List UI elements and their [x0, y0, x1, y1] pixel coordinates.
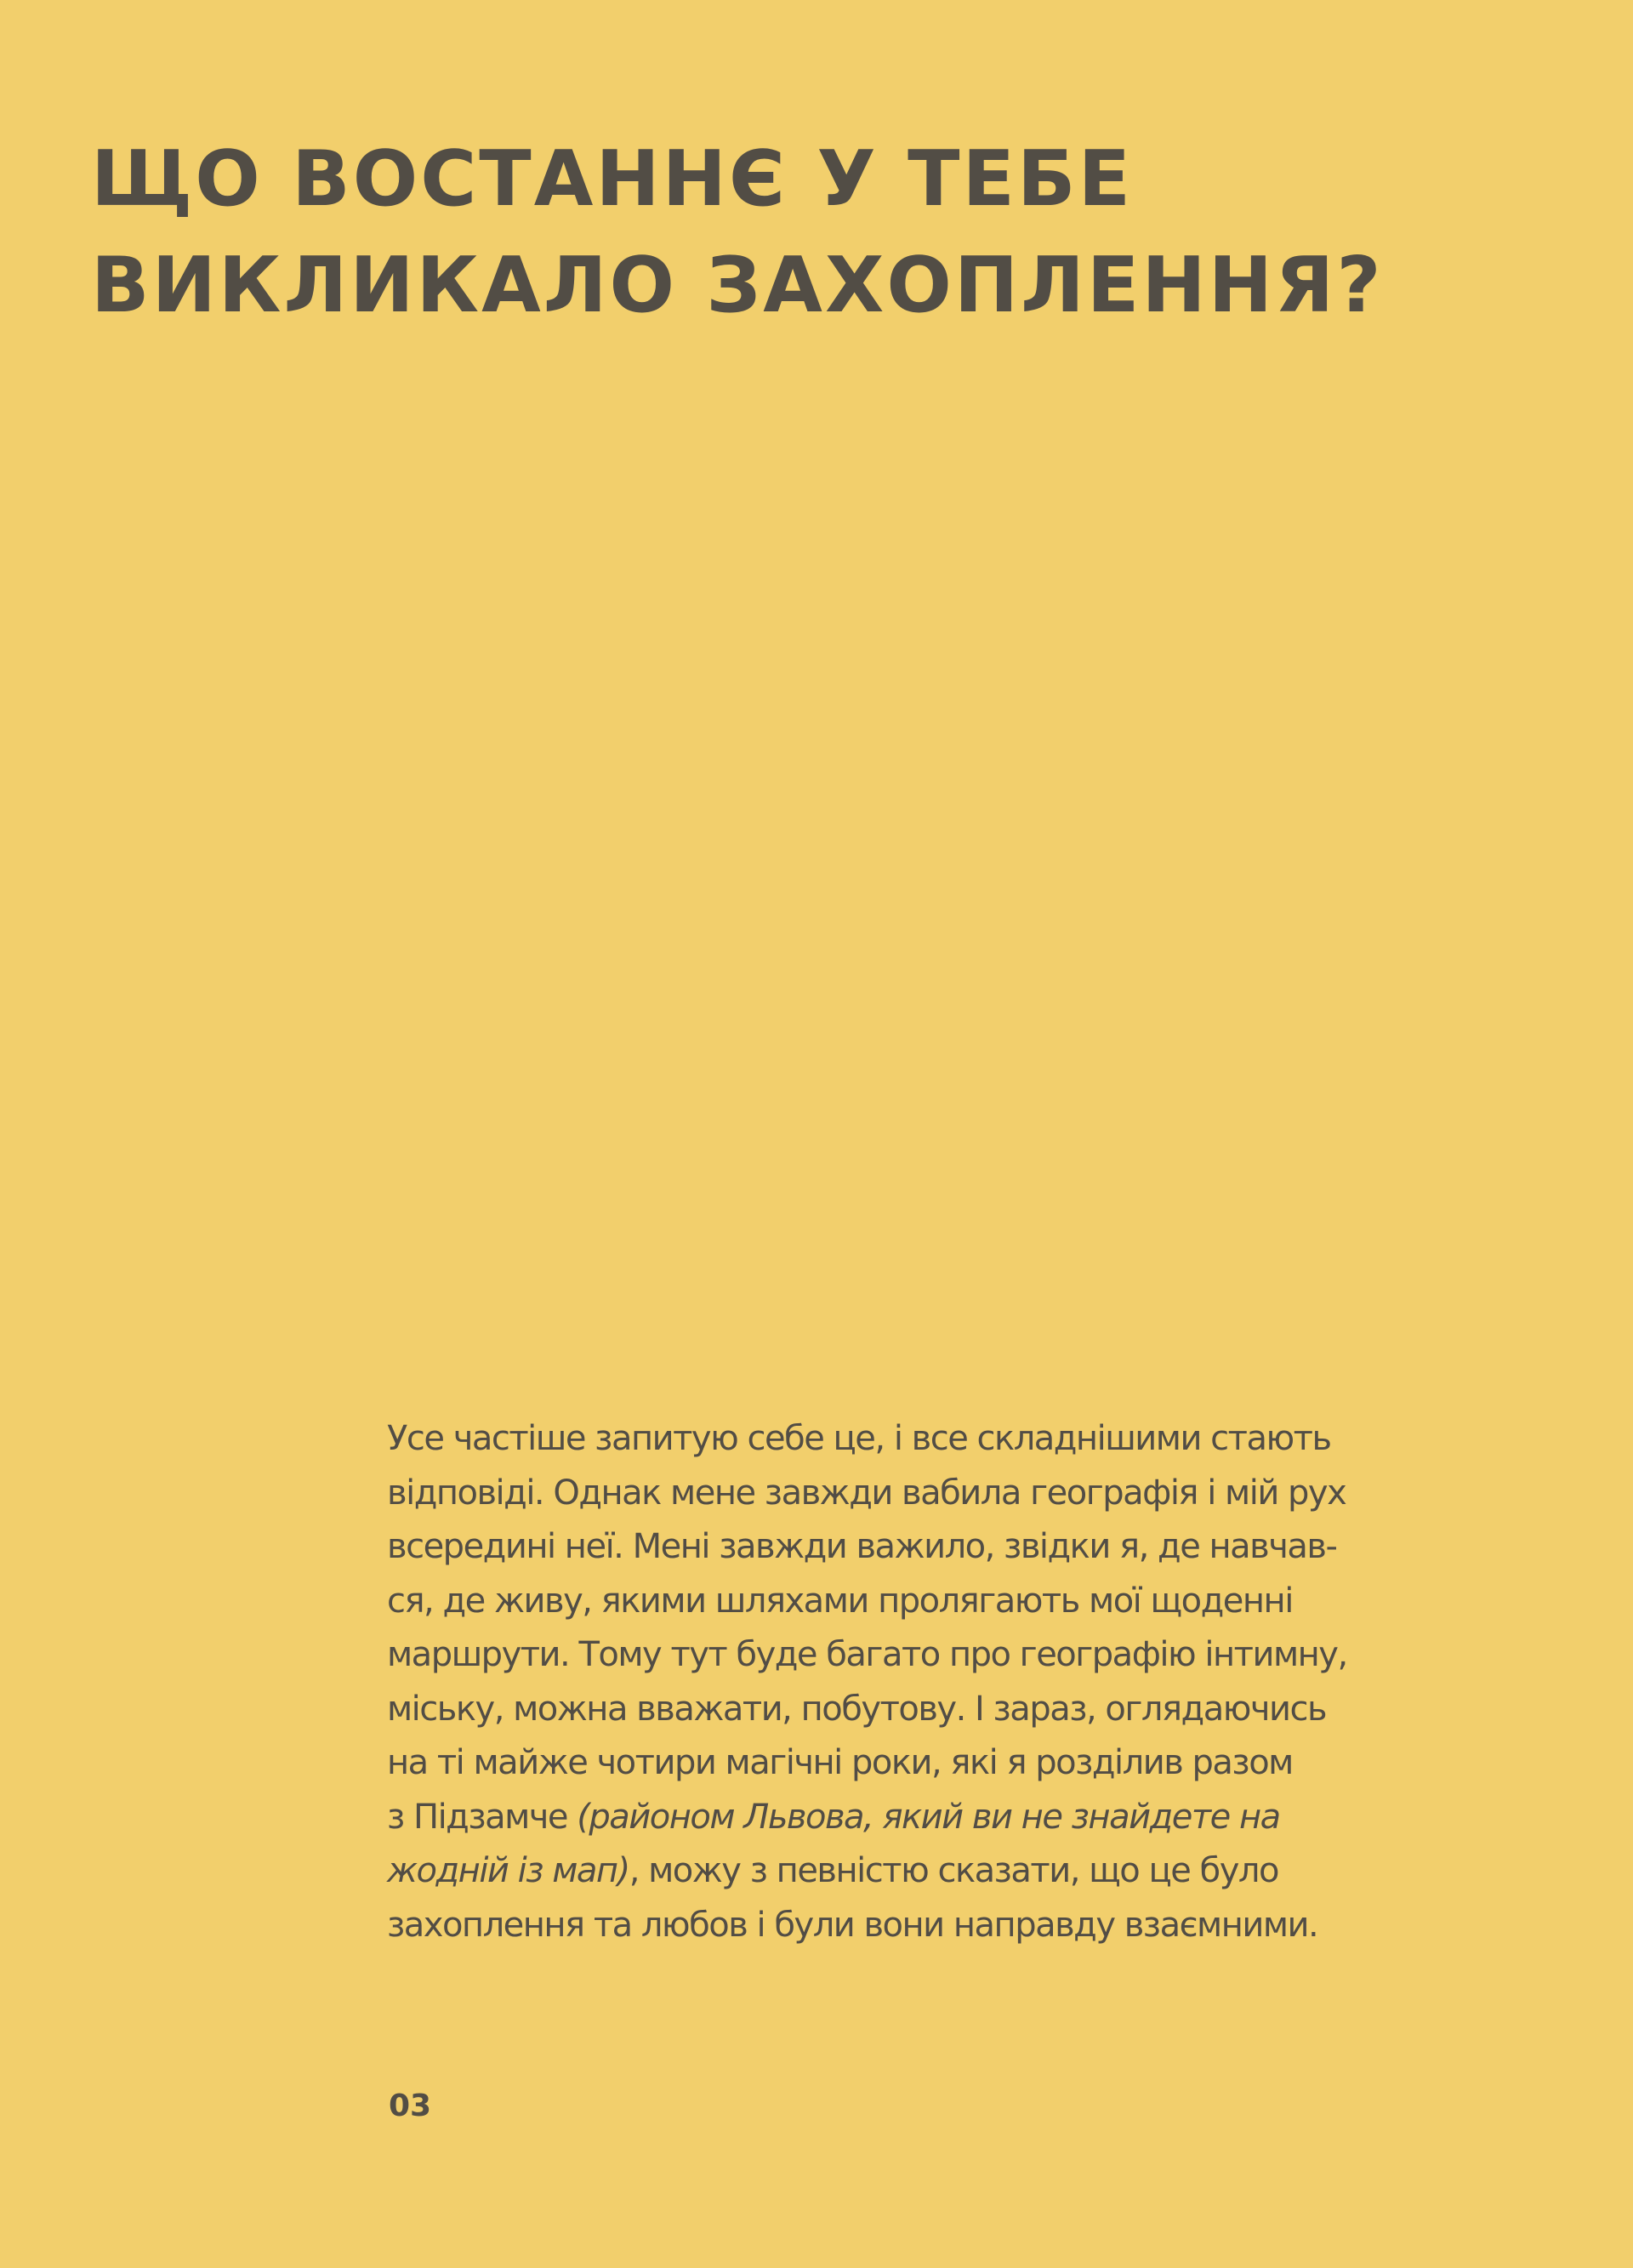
body-line-9	[387, 1844, 1450, 1899]
body-line-8	[387, 1791, 1450, 1845]
body-line-4: ся, де живу, якими шляхами пролягають мої щоденні	[387, 1581, 1293, 1621]
page-title	[91, 126, 1537, 339]
body-line-3: всередині неї. Мені завжди важило, звідки я, де навчав-	[387, 1527, 1337, 1566]
body-line-6: міську, можна вважати, побутову. І зараз, оглядаючись	[387, 1689, 1327, 1729]
page-title-line-2: ВИКЛИКАЛО ЗАХОПЛЕННЯ?	[91, 241, 1384, 330]
body-line-5: маршрути. Тому тут буде багато про географію інтимну,	[387, 1635, 1347, 1674]
body-line-8-italic: (районом Львова, який ви не знайдете на	[577, 1797, 1280, 1837]
body-line-7: на ті майже чотири магічні роки, які я розділив разом	[387, 1743, 1293, 1782]
body-line-1: Усе частіше запитую себе це, і все складнішими стають	[387, 1419, 1331, 1458]
page-title-line-1: ЩО ВОСТАННЄ У ТЕБЕ	[91, 134, 1134, 224]
body-line-10: захоплення та любов і були вони направду взаємними.	[387, 1905, 1318, 1945]
body-line-2: відповіді. Однак мене завжди вабила географія і мій рух	[387, 1473, 1346, 1513]
page-number: 03	[389, 2088, 432, 2123]
body-paragraph	[387, 1412, 1450, 1952]
body-line-8-prefix: з Підзамче	[387, 1797, 578, 1837]
body-line-9-italic: жодній із мап)	[387, 1851, 629, 1890]
body-line-9-suffix: , можу з певністю сказати, що це було	[629, 1851, 1278, 1890]
